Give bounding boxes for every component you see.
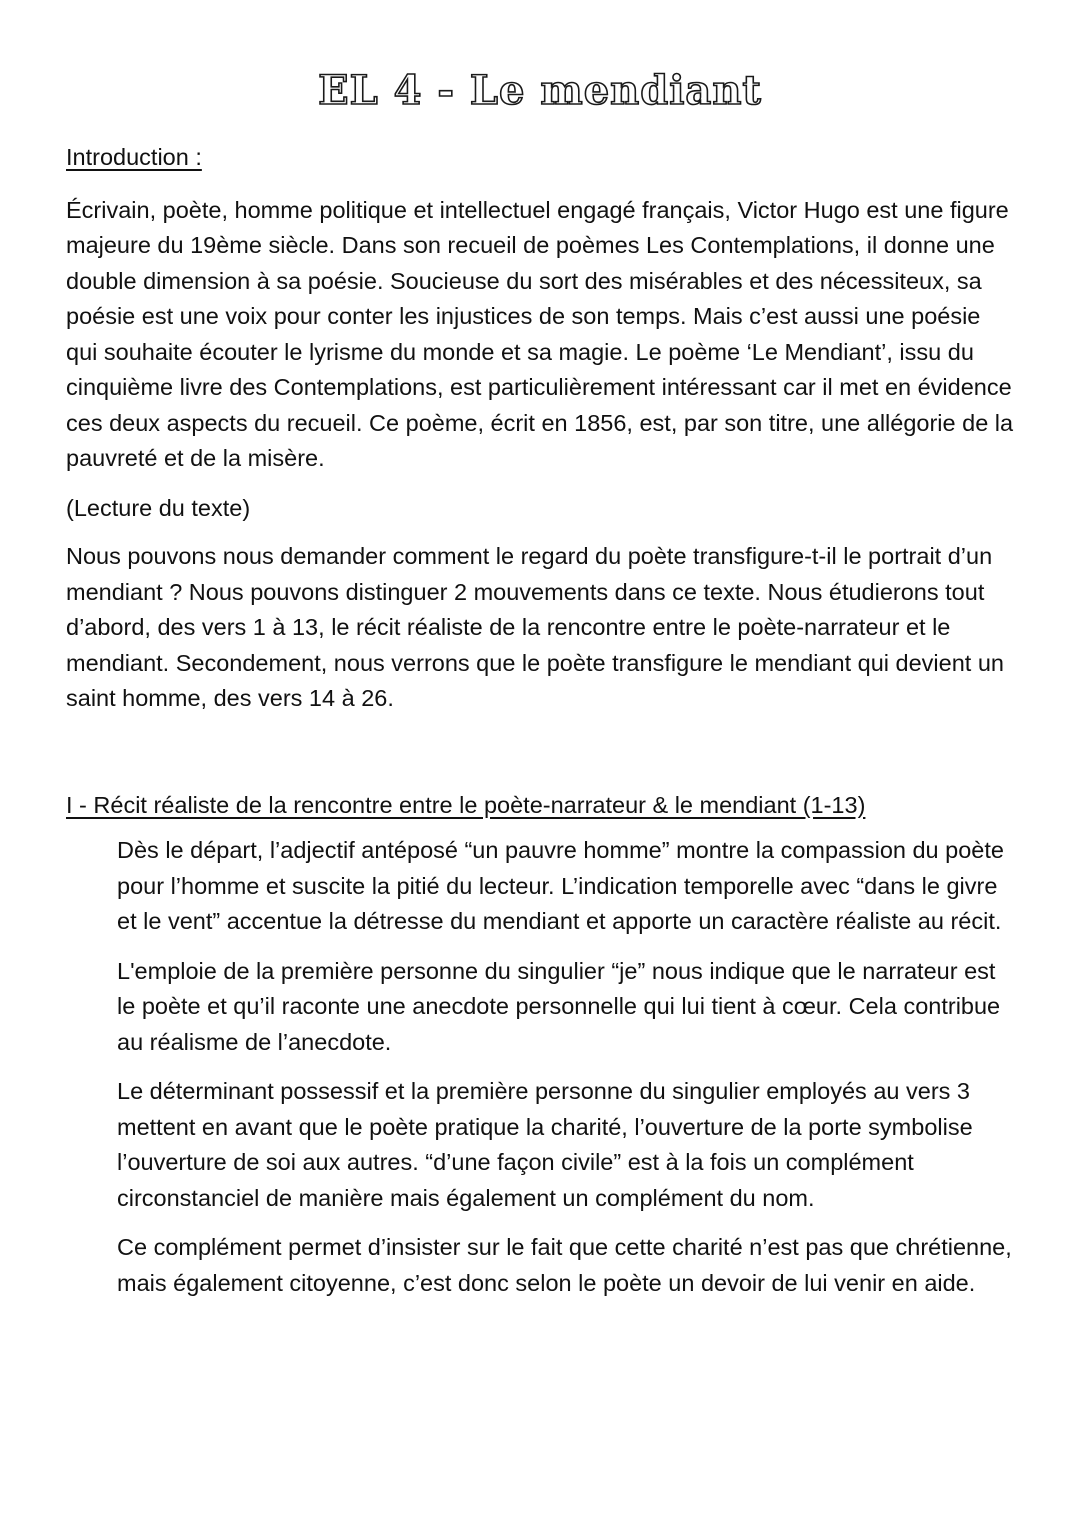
section-1-paragraph: L'emploie de la première personne du singulier “je” nous indique que le narrateur est le poète et qu’il raconte une anecdote personnelle qui lui tient à cœur. Cela contribue au réalisme de l’anecdote.: [117, 957, 1001, 1055]
intro-heading: Introduction :: [66, 144, 202, 170]
lecture-note: (Lecture du texte): [66, 494, 251, 521]
document-body: [66, 140, 1016, 1315]
section-1-heading: I - Récit réaliste de la rencontre entre le poète-narrateur & le mendiant (1-13): [66, 791, 866, 818]
section-spacer: [66, 731, 1016, 788]
section-1-body: [117, 833, 1012, 1301]
intro-paragraph: Écrivain, poète, homme politique et intellectuel engagé français, Victor Hugo est une figure majeure du 19ème siècle. Dans son recueil de poèmes Les Contemplations, il donne une double dimension à sa poésie. Soucieuse du sort des misérables et des nécessiteux, sa poésie est une voix pour conter les injustices de son temps. Mais c’est aussi une poésie qui souhaite écouter le lyrisme du monde et sa magie. Le poème ‘Le Mendiant’, issu du cinquième livre des Contemplations, est particulièrement intéressant car il met en évidence ces deux aspects du recueil. Ce poème, écrit en 1856, est, par son titre, une allégorie de la pauvreté et de la misère.: [66, 196, 1014, 471]
section-1-paragraph: Ce complément permet d’insister sur le fait que cette charité n’est pas que chrétienne, mais également citoyenne, c’est donc selon le poète un devoir de lui venir en aide.: [117, 1234, 1012, 1296]
section-1-paragraph: Le déterminant possessif et la première personne du singulier employés au vers 3 mettent en avant que le poète pratique la charité, l’ouverture de la porte symbolise l’ouverture de soi aux autres. “d’une façon civile” est à la fois un complément circonstanciel de manière mais également un complément du nom.: [117, 1078, 973, 1211]
problematique-paragraph: Nous pouvons nous demander comment le regard du poète transfigure-t-il le portrait d’un mendiant ? Nous pouvons distinguer 2 mouvements dans ce texte. Nous étudierons tout d’abord, des vers 1 à 13, le récit réaliste de la rencontre entre le poète-narrateur et le mendiant. Secondement, nous verrons que le poète transfigure le mendiant qui devient un saint homme, des vers 14 à 26.: [66, 543, 1004, 711]
page-title: EL 4 - Le mendiant: [318, 67, 762, 114]
section-1-paragraph: Dès le départ, l’adjectif antéposé “un pauvre homme” montre la compassion du poète pour l’homme et suscite la pitié du lecteur. L’indication temporelle avec “dans le givre et le vent” accentue la détresse du mendiant et apporte un caractère réaliste au récit.: [117, 837, 1004, 934]
